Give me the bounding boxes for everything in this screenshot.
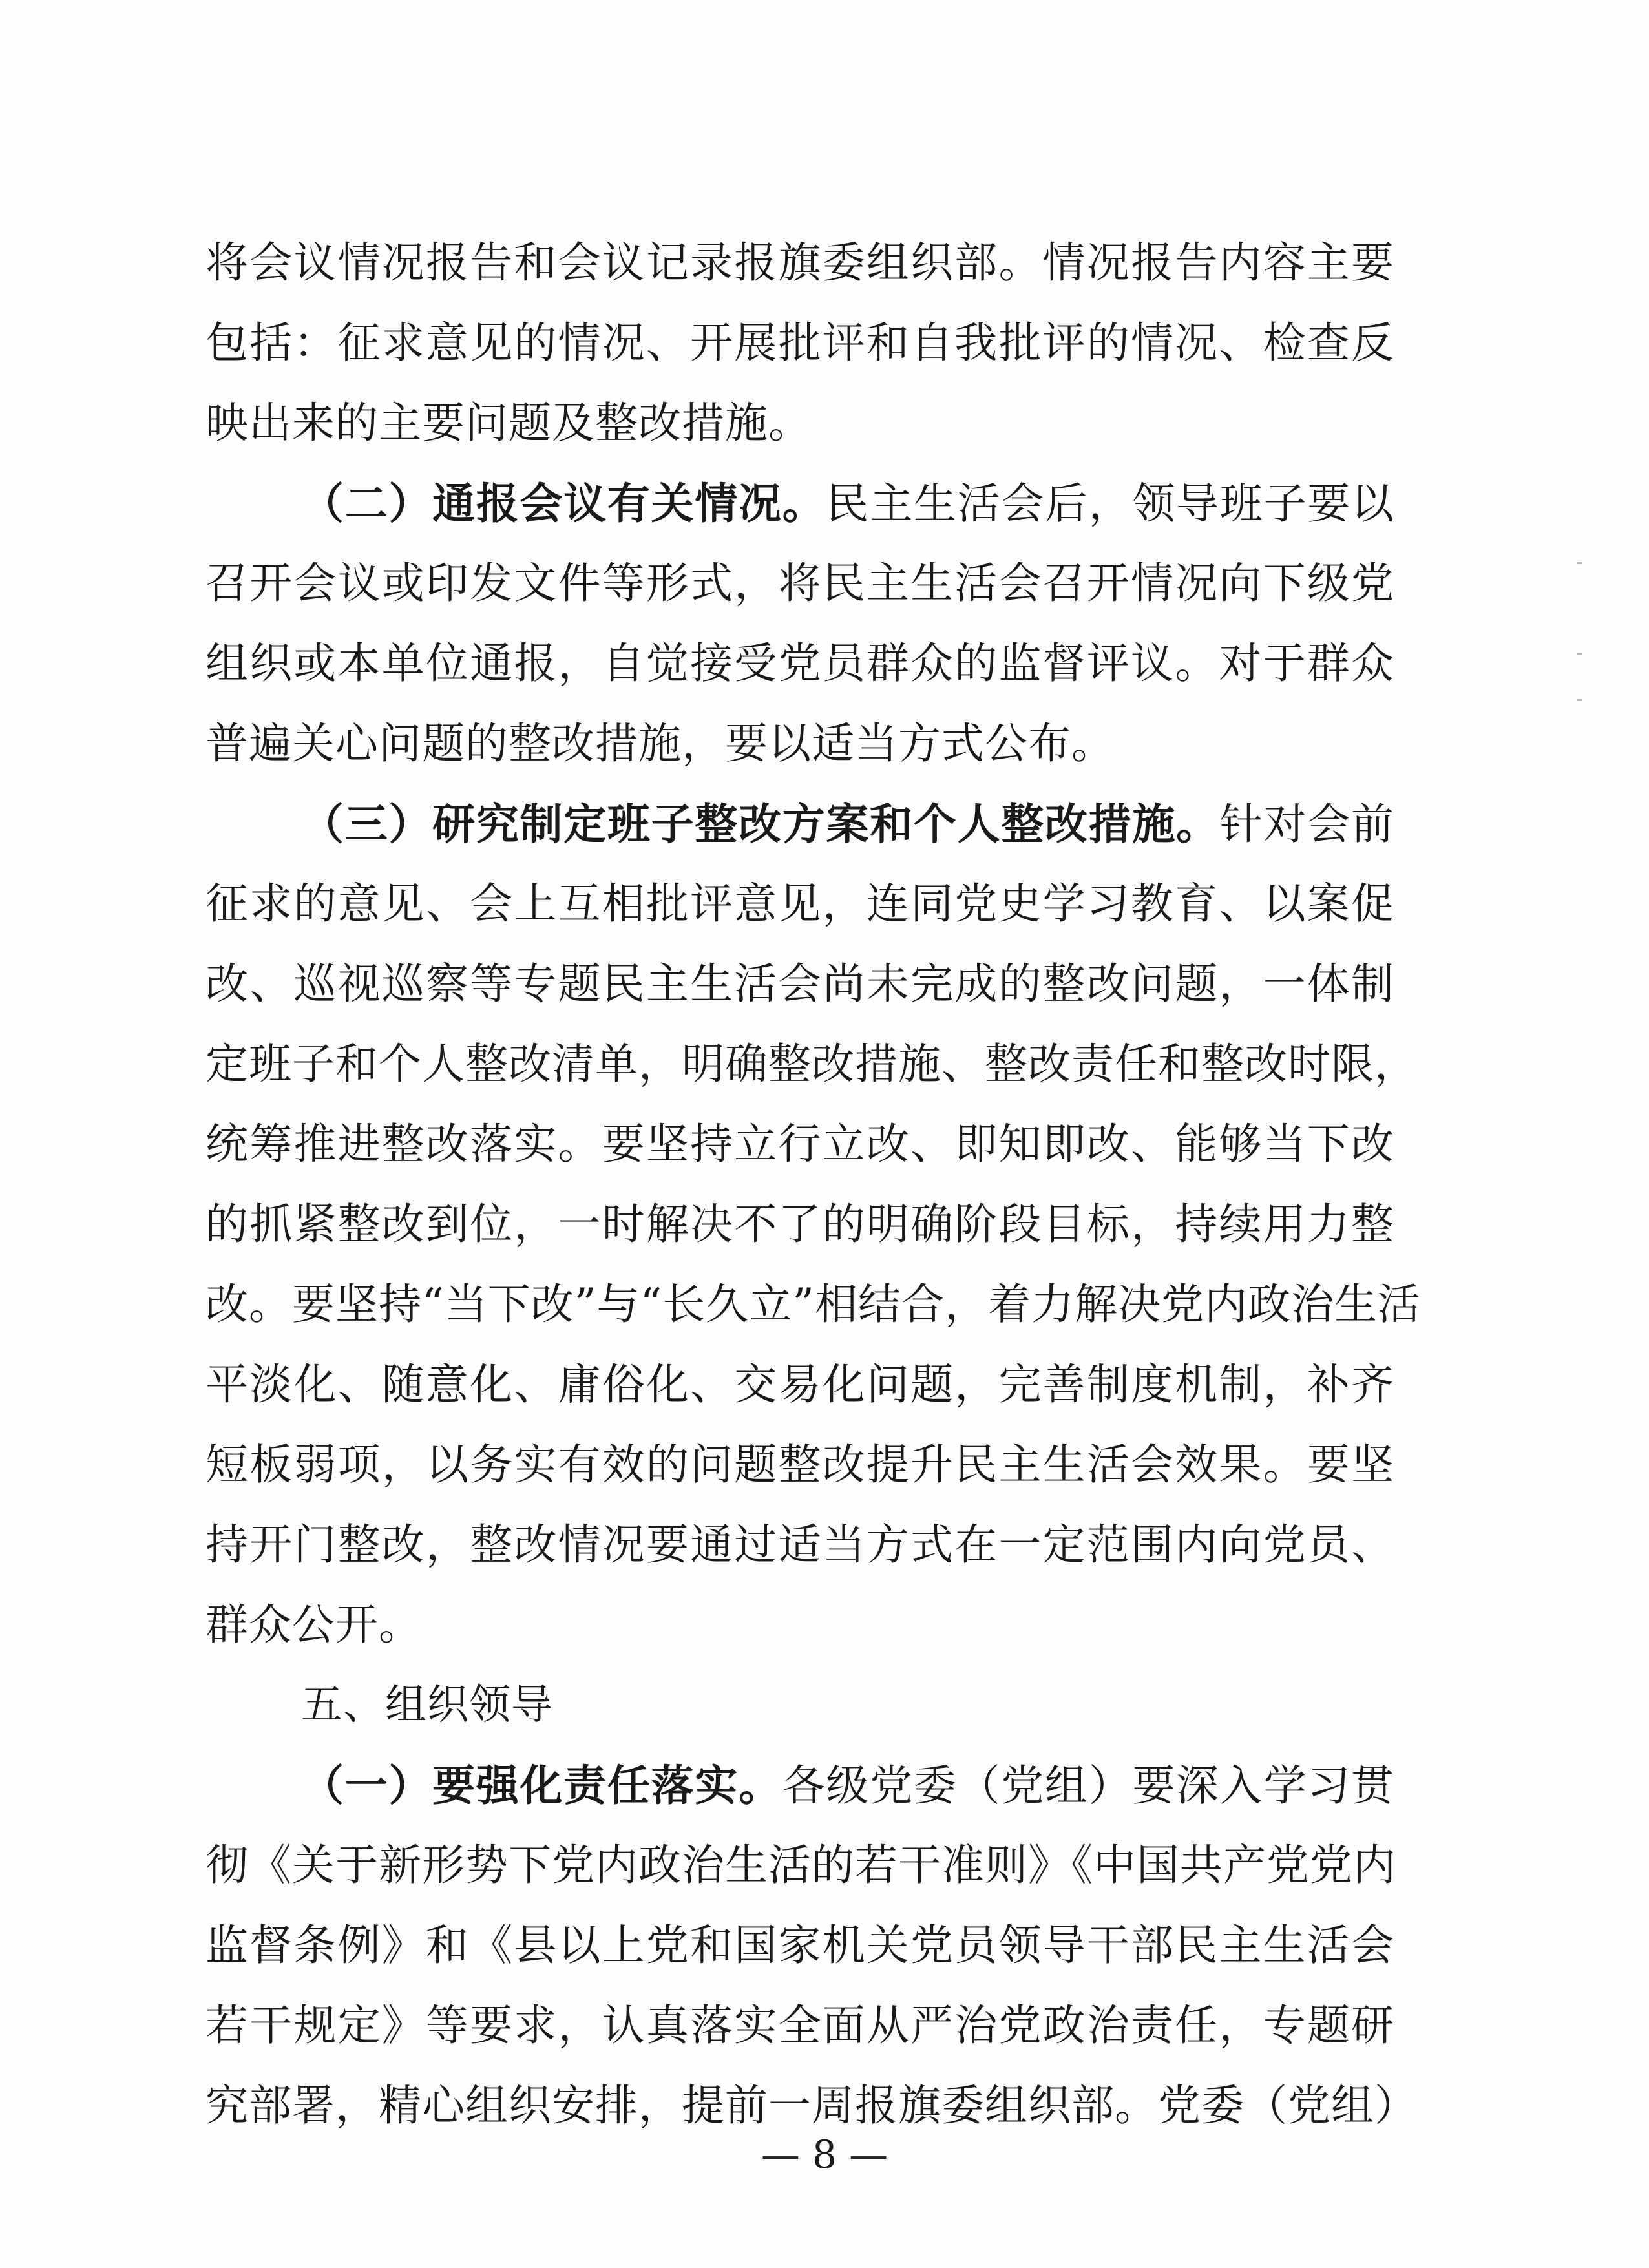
body-text: 各级党委（党组）要深入学习贯 [782,1761,1395,1811]
body-line: 究部署，精心组织安排，提前一周报旗委组织部。党委（党组） [205,2081,1418,2130]
page-number: — 8 — [761,2132,888,2178]
body-line: 短板弱项，以务实有效的问题整改提升民主生活会效果。要坚 [205,1440,1394,1489]
body-line: 持开门整改，整改情况要通过适当方式在一定范围内向党员、 [205,1520,1394,1570]
body-line: 普遍关心问题的整改措施，要以适当方式公布。 [205,719,1115,768]
subheading-rectification-plan: （三）研究制定班子整改方案和个人整改措施。 [301,799,1220,849]
subheading-responsibility: （一）要强化责任落实。 [301,1760,782,1811]
body-line: 定班子和个人整改清单，明确整改措施、整改责任和整改时限， [205,1039,1418,1089]
body-line: 映出来的主要问题及整改措施。 [205,398,812,448]
body-line: 的抓紧整改到位，一时解决不了的明确阶段目标，持续用力整 [205,1199,1394,1249]
subheading-report-meeting: （二）通报会议有关情况。 [301,478,826,529]
body-line: 征求的意见、会上互相批评意见，连同党史学习教育、以案促 [205,879,1394,929]
body-line: 统筹推进整改落实。要坚持立行立改、即知即改、能够当下改 [205,1119,1394,1169]
section-3-paragraph [205,784,1394,864]
body-line: 包括：征求意见的情况、开展批评和自我批评的情况、检查反 [205,318,1394,368]
section-2-paragraph [205,463,1394,543]
body-line: 组织或本单位通报，自觉接受党员群众的监督评议。对于群众 [205,638,1394,688]
body-line: 监督条例》和《县以上党和国家机关党员领导干部民主生活会 [205,1920,1394,1970]
scan-artifact [1577,653,1582,655]
scan-artifact [1577,562,1582,564]
body-text: 民主生活会后，领导班子要以 [826,479,1394,529]
body-line: 改、巡视巡察等专题民主生活会尚未完成的整改问题，一体制 [205,959,1394,1009]
body-line: 群众公开。 [205,1600,422,1650]
body-line: 将会议情况报告和会议记录报旗委组织部。情况报告内容主要 [205,238,1394,288]
section-heading-organization: 五、组织领导 [301,1681,553,1729]
section-1-paragraph [205,1745,1394,1825]
body-line: 召开会议或印发文件等形式，将民主生活会召开情况向下级党 [205,558,1394,608]
scan-artifact [1577,699,1582,701]
body-line: 若干规定》等要求，认真落实全面从严治党政治责任，专题研 [205,2000,1394,2050]
body-line: 平淡化、随意化、庸俗化、交易化问题，完善制度机制，补齐 [205,1360,1394,1409]
body-text: 针对会前 [1219,799,1395,849]
body-line: 改。要坚持“当下改”与“长久立”相结合，着力解决党内政治生活 [205,1279,1421,1329]
body-line: 彻《关于新形势下党内政治生活的若干准则》《中国共产党党内 [205,1840,1396,1890]
document-body [205,223,1421,2146]
